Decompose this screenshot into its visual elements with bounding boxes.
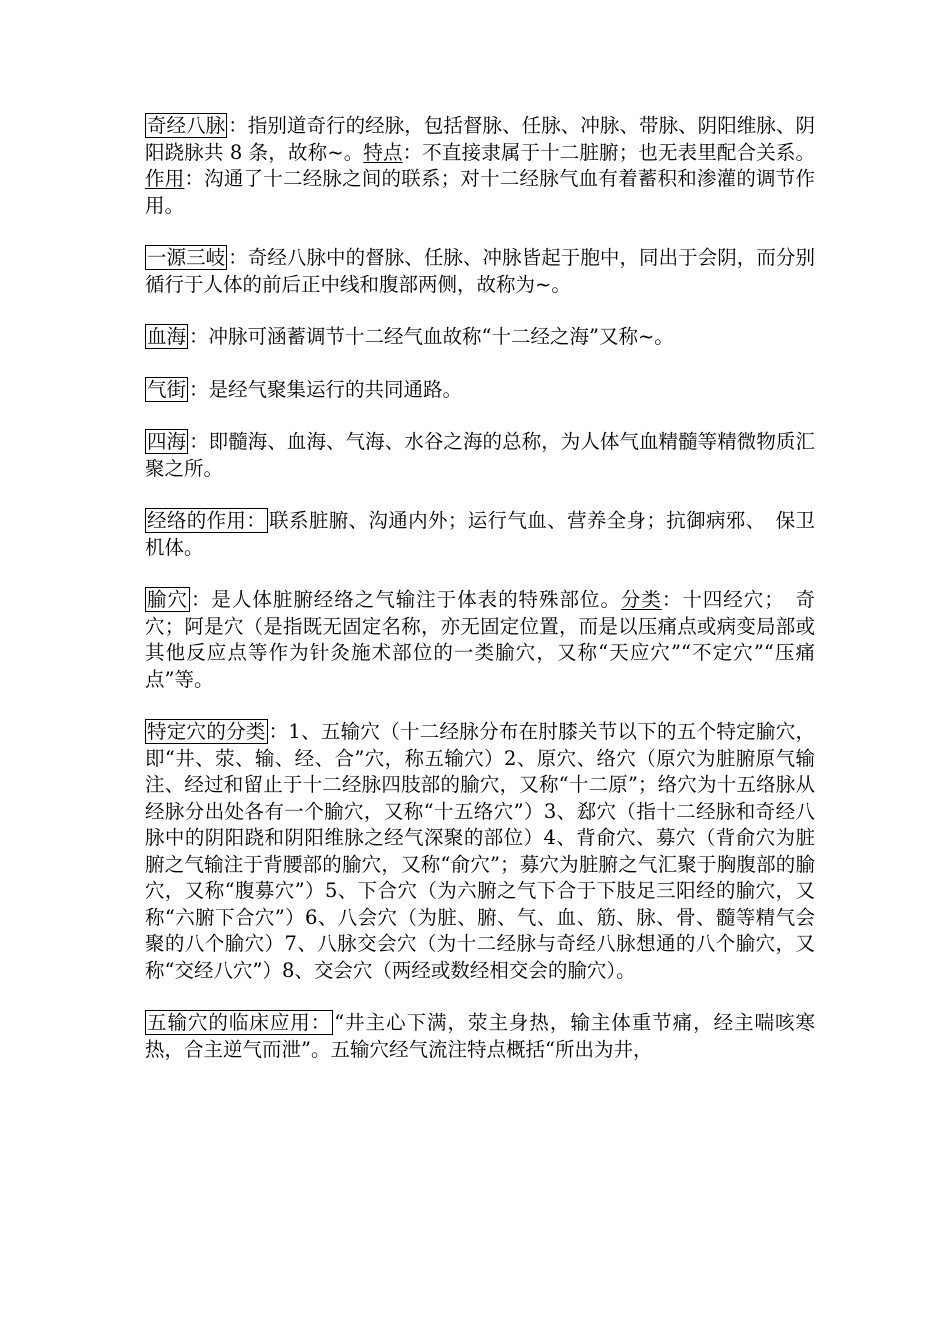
entry-text: ：1、五输穴（十二经脉分布在肘膝关节以下的五个特定腧穴，即“井、荥、输、经、合”穴，称五输穴）2、原穴、络穴（原穴为脏腑原气输注、经过和留止于十二经脉四肢部的腧穴，又称“十二原”；络穴为十五络脉从经脉分出处各有一个腧穴，又称“十五络穴”）3、郄穴（指十二经脉和奇经八脉中的阴阳跷和阴阳维脉之经气深聚的部位）4、背俞穴、募穴（背俞穴为脏腑之气输注于背腰部的腧穴，又称“俞穴”；募穴为脏腑之气汇聚于胸腹部的腧穴，又称“腹募穴”）5、下合穴（为六腑之气下合于下肢足三阳经的腧穴，又称“六腑下合穴”）6、八会穴（为脏、腑、气、血、筋、脉、骨、髓等精气会聚的八个腧穴）7、八脉交会穴（为十二经脉与奇经八脉想通的八个腧穴，又称“交经八穴”）8、交会穴（两经或数经相交会的腧穴）。: [145, 720, 815, 982]
boxed-term: 五输穴的临床应用：: [147, 1011, 332, 1034]
boxed-term: 气街: [147, 377, 187, 401]
definition-entry: [145, 719, 815, 984]
boxed-term: 经络的作用：: [147, 509, 267, 532]
definition-entry: [145, 1010, 815, 1063]
definition-entry: [145, 508, 815, 561]
definition-entry: [145, 587, 815, 693]
underlined-keyword: 特点: [363, 140, 403, 164]
definition-entry: [145, 324, 815, 351]
entry-text: ：不直接隶属于十二脏腑；也无表里配合关系。: [402, 140, 815, 164]
entry-text: ：是经气聚集运行的共同通路。: [189, 377, 463, 401]
entry-text: ：奇经八脉中的督脉、任脉、冲脉皆起于胞中，同出于会阴，而分别循行于人体的前后正中线和腹部两侧，故称为~。: [145, 246, 815, 296]
entry-text: ：冲脉可涵蓄调节十二经气血故称“十二经之海”又称~。: [189, 325, 674, 348]
boxed-term: 奇经八脉: [147, 114, 226, 137]
definition-entry: [145, 245, 815, 298]
entry-text: ：沟通了十二经脉之间的联系；对十二经脉气血有着蓄积和渗灌的调节作用。: [145, 167, 815, 217]
definition-entry: [145, 429, 815, 482]
entry-text: “井主心下满，荥主身热，输主体重节痛，经主喘咳寒热，合主逆气而泄”。五输穴经气流注特点概括“所出为井，: [145, 1011, 815, 1061]
entry-text: ：是人体脏腑经络之气输注于体表的特殊部位。: [190, 588, 621, 611]
underlined-keyword: 作用: [145, 167, 185, 190]
entry-text: ：指别道奇行的经脉，包括督脉、任脉、冲脉、带脉、阴阳维脉、阴阳跷脉共 8 条，故称~。: [145, 114, 815, 164]
document-page: [145, 113, 815, 1089]
boxed-term: 血海: [147, 325, 187, 348]
boxed-term: 腧穴: [147, 588, 188, 611]
boxed-term: 特定穴的分类: [147, 720, 266, 743]
underlined-keyword: 分类: [620, 588, 662, 611]
definition-entry: [145, 377, 815, 404]
boxed-term: 一源三岐: [147, 246, 226, 269]
definition-entry: [145, 113, 815, 219]
boxed-term: 四海: [147, 430, 187, 453]
entry-text: 联系脏腑、沟通内外；运行气血、营养全身；抗御病邪、 保卫机体。: [145, 509, 815, 559]
entry-text: ：即髓海、血海、气海、水谷之海的总称，为人体气血精髓等精微物质汇聚之所。: [145, 430, 815, 480]
entry-text: ：十四经穴； 奇穴；阿是穴（是指既无固定名称，亦无固定位置，而是以压痛点或病变局部或其他反应点等作为针灸施术部位的一类腧穴，又称“天应穴”“不定穴”“压痛点”等。: [145, 588, 815, 691]
